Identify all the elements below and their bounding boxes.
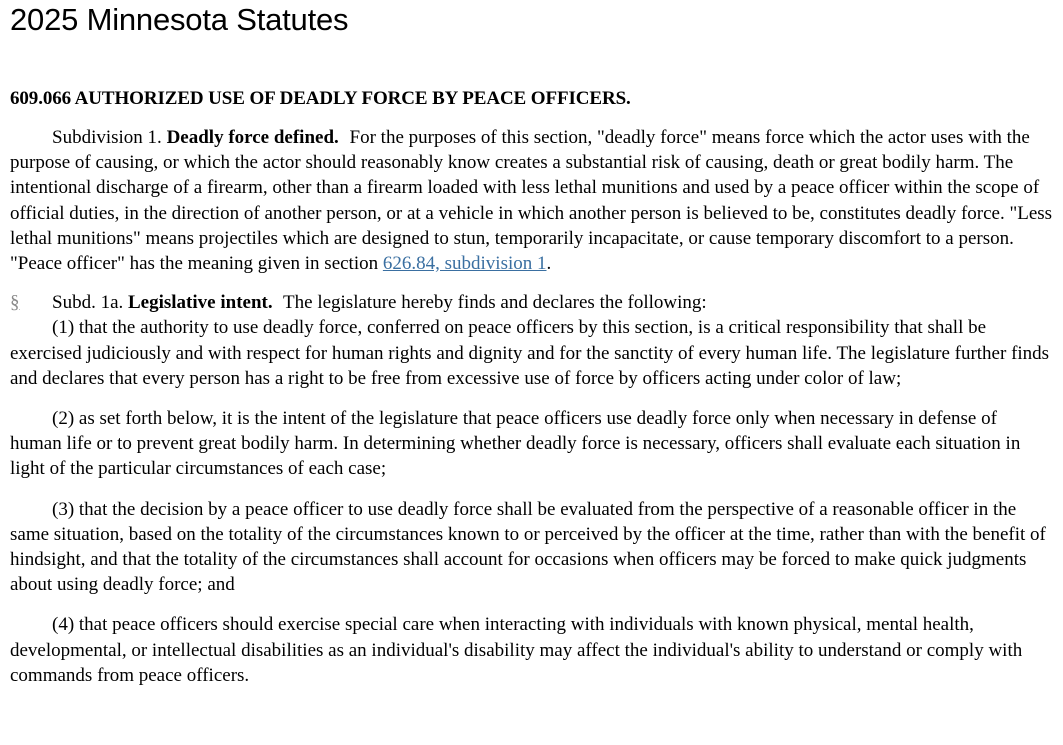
subdivision-1-paragraph xyxy=(10,125,1053,276)
subdivision-1a xyxy=(10,290,1053,688)
section-sign-icon[interactable]: § xyxy=(10,292,20,314)
subdivision-1-heading: Deadly force defined. xyxy=(166,127,339,148)
subdivision-1a-label: Subd. 1a. xyxy=(52,292,124,314)
subdivision-1a-intro: The legislature hereby finds and declares the following: xyxy=(283,292,707,314)
page-title: 2025 Minnesota Statutes xyxy=(10,2,349,37)
subdivision-1a-heading: Legislative intent. xyxy=(128,292,273,314)
subdivision-1a-intro-paragraph xyxy=(10,290,1053,315)
section-number: 609.066 xyxy=(10,88,72,109)
clause-2: (2) as set forth below, it is the intent of the legislature that peace officers use deadly force only when necessary in defense of human life or to prevent great bodily harm. In determining whether deadly force is necessary, officers shall evaluate each situation in light of the particular circumstances of each case; xyxy=(10,408,1021,480)
section-heading xyxy=(10,88,1053,110)
clause-3: (3) that the decision by a peace officer to use deadly force shall be evaluated from the perspective of a reasonable officer in the same situation, based on the totality of the circumstances known to or perceived by the officer at the time, rather than with the benefit of hindsight, and that the totality of the circumstances shall account for occasions when officers may be forced to make quick judgments about using deadly force; and xyxy=(10,498,1046,596)
statute-link-626-84[interactable]: 626.84, subdivision 1 xyxy=(382,253,547,275)
subdivision-1-text: For the purposes of this section, "deadly force" means force which the actor uses with the purpose of causing, or which the actor should reasonably know creates a substantial risk of causing, death or great bodily harm. The intentional discharge of a firearm, other than a firearm loaded with less lethal munitions and used by a peace officer within the scope of official duties, in the direction of another person, or at a vehicle in which another person is believed to be, constitutes deadly force. "Less lethal munitions" means projectiles which are designed to stun, temporarily incapacitate, or cause temporary discomfort to a person. "Peace officer" has the meaning given in section xyxy=(10,127,1053,275)
section-title: AUTHORIZED USE OF DEADLY FORCE BY PEACE OFFICERS. xyxy=(74,88,631,109)
subdivision-1-trailing: . xyxy=(546,253,552,275)
subdivision-1-label: Subdivision 1. xyxy=(52,127,162,148)
subdivision-1 xyxy=(10,125,1053,276)
clause-1: (1) that the authority to use deadly force, conferred on peace officers by this section, is a critical responsibility that shall be exercised judiciously and with respect for human rights and dignity and for the sanctity of every human life. The legislature further finds and declares that every person has a right to be free from excessive use of force by officers acting under color of law; xyxy=(10,317,1050,389)
clause-4: (4) that peace officers should exercise special care when interacting with individuals with known physical, mental health, developmental, or intellectual disabilities as an individual's disability may affect the individual's ability to understand or comply with commands from peace officers. xyxy=(10,614,1023,686)
